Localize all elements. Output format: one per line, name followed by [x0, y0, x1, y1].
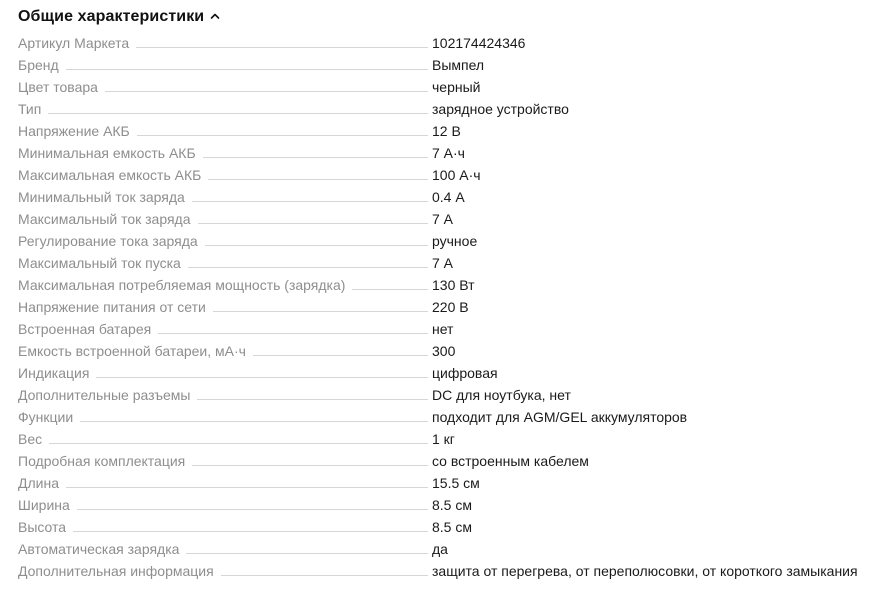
spec-label-cell	[18, 387, 428, 407]
spec-label: Тип	[18, 101, 42, 117]
spec-leader-line	[66, 69, 428, 70]
spec-list	[18, 33, 873, 583]
spec-value: защита от перегрева, от переполюсовки, от короткого замыкания	[432, 563, 858, 579]
spec-row	[18, 55, 873, 77]
spec-leader-line	[105, 91, 428, 92]
spec-value: подходит для AGM/GEL аккумуляторов	[432, 409, 688, 425]
spec-value: 1 кг	[432, 431, 455, 447]
spec-value: 15.5 см	[432, 475, 480, 491]
spec-row	[18, 121, 873, 143]
spec-leader-line	[188, 267, 428, 268]
spec-label: Вес	[18, 431, 43, 447]
spec-label-cell	[18, 79, 428, 99]
spec-label-cell	[18, 123, 428, 143]
spec-label: Емкость встроенной батареи, мА·ч	[18, 343, 246, 359]
spec-leader-line	[192, 201, 428, 202]
spec-label: Артикул Маркета	[18, 35, 130, 51]
spec-value: 100 А·ч	[432, 167, 481, 183]
spec-label-cell	[18, 475, 428, 495]
spec-value: цифровая	[432, 365, 498, 381]
spec-label-cell	[18, 101, 428, 121]
spec-value: 220 В	[432, 299, 469, 315]
spec-label-cell	[18, 145, 428, 165]
spec-label: Высота	[18, 519, 67, 535]
spec-label-cell	[18, 57, 428, 77]
spec-label: Напряжение питания от сети	[18, 299, 206, 315]
spec-row	[18, 253, 873, 275]
spec-label: Максимальный ток пуска	[18, 255, 181, 271]
spec-value: 0.4 А	[432, 189, 465, 205]
spec-label: Цвет товара	[18, 79, 98, 95]
spec-value: 130 Вт	[432, 277, 475, 293]
spec-row	[18, 209, 873, 231]
spec-leader-line	[352, 289, 428, 290]
spec-row	[18, 385, 873, 407]
specs-section	[18, 6, 873, 583]
spec-row	[18, 275, 873, 297]
spec-row	[18, 429, 873, 451]
spec-label-cell	[18, 299, 428, 319]
spec-label: Автоматическая зарядка	[18, 541, 180, 557]
spec-leader-line	[205, 245, 428, 246]
spec-row	[18, 77, 873, 99]
spec-label-cell	[18, 189, 428, 209]
spec-row	[18, 407, 873, 429]
spec-label: Напряжение АКБ	[18, 123, 130, 139]
spec-label: Дополнительная информация	[18, 563, 214, 579]
spec-label-cell	[18, 497, 428, 517]
spec-value: черный	[432, 79, 481, 95]
spec-label-cell	[18, 255, 428, 275]
spec-label: Длина	[18, 475, 59, 491]
spec-row	[18, 341, 873, 363]
spec-label: Максимальный ток заряда	[18, 211, 191, 227]
spec-row	[18, 539, 873, 561]
spec-leader-line	[221, 575, 428, 576]
spec-label-cell	[18, 321, 428, 341]
spec-leader-line	[192, 465, 428, 466]
spec-label-cell	[18, 519, 428, 539]
spec-leader-line	[136, 47, 428, 48]
spec-value: зарядное устройство	[432, 101, 569, 117]
spec-value: да	[432, 541, 448, 557]
spec-value: 7 А·ч	[432, 145, 465, 161]
spec-leader-line	[203, 157, 428, 158]
spec-value: нет	[432, 321, 454, 337]
spec-row	[18, 143, 873, 165]
spec-label-cell	[18, 343, 428, 363]
spec-label: Максимальная потребляемая мощность (зарядка)	[18, 277, 346, 293]
spec-leader-line	[66, 487, 428, 488]
spec-row	[18, 319, 873, 341]
specs-section-toggle[interactable]	[18, 6, 873, 28]
spec-leader-line	[137, 135, 428, 136]
spec-leader-line	[197, 399, 428, 400]
spec-row	[18, 187, 873, 209]
spec-leader-line	[73, 531, 428, 532]
spec-row	[18, 363, 873, 385]
spec-label-cell	[18, 541, 428, 561]
spec-leader-line	[198, 223, 428, 224]
spec-label: Функции	[18, 409, 74, 425]
chevron-up-icon[interactable]	[210, 11, 220, 21]
spec-leader-line	[96, 377, 428, 378]
spec-label: Подробная комплектация	[18, 453, 186, 469]
spec-leader-line	[77, 509, 428, 510]
spec-label-cell	[18, 277, 428, 297]
spec-label-cell	[18, 167, 428, 187]
spec-label-cell	[18, 365, 428, 385]
spec-label: Встроенная батарея	[18, 321, 152, 337]
spec-label: Минимальная емкость АКБ	[18, 145, 196, 161]
spec-value: 102174424346	[432, 35, 526, 51]
spec-label-cell	[18, 35, 428, 55]
spec-row	[18, 473, 873, 495]
spec-label-cell	[18, 453, 428, 473]
spec-value: 7 А	[432, 211, 454, 227]
spec-label-cell	[18, 211, 428, 231]
spec-row	[18, 165, 873, 187]
spec-label-cell	[18, 409, 428, 429]
spec-leader-line	[80, 421, 428, 422]
spec-leader-line	[158, 333, 428, 334]
spec-row	[18, 561, 873, 583]
spec-row	[18, 517, 873, 539]
spec-label-cell	[18, 233, 428, 253]
spec-label: Бренд	[18, 57, 59, 73]
spec-leader-line	[48, 113, 428, 114]
spec-value: со встроенным кабелем	[432, 453, 589, 469]
spec-leader-line	[49, 443, 428, 444]
spec-value: 300	[432, 343, 456, 359]
spec-label: Минимальный ток заряда	[18, 189, 185, 205]
spec-label: Ширина	[18, 497, 70, 513]
spec-value: DC для ноутбука, нет	[432, 387, 571, 403]
spec-label: Дополнительные разъемы	[18, 387, 191, 403]
spec-leader-line	[213, 311, 428, 312]
spec-row	[18, 451, 873, 473]
spec-row	[18, 231, 873, 253]
spec-value: 7 А	[432, 255, 454, 271]
spec-value: Вымпел	[432, 57, 485, 73]
spec-row	[18, 495, 873, 517]
spec-label: Максимальная емкость АКБ	[18, 167, 202, 183]
spec-value: 12 В	[432, 123, 461, 139]
spec-value: ручное	[432, 233, 478, 249]
spec-label: Регулирование тока заряда	[18, 233, 198, 249]
spec-label-cell	[18, 431, 428, 451]
spec-label: Индикация	[18, 365, 90, 381]
spec-leader-line	[253, 355, 428, 356]
section-title: Общие характеристики	[18, 8, 205, 25]
spec-row	[18, 33, 873, 55]
spec-label-cell	[18, 563, 428, 583]
spec-row	[18, 99, 873, 121]
spec-leader-line	[186, 553, 428, 554]
spec-value: 8.5 см	[432, 519, 472, 535]
spec-row	[18, 297, 873, 319]
spec-value: 8.5 см	[432, 497, 472, 513]
spec-leader-line	[208, 179, 428, 180]
